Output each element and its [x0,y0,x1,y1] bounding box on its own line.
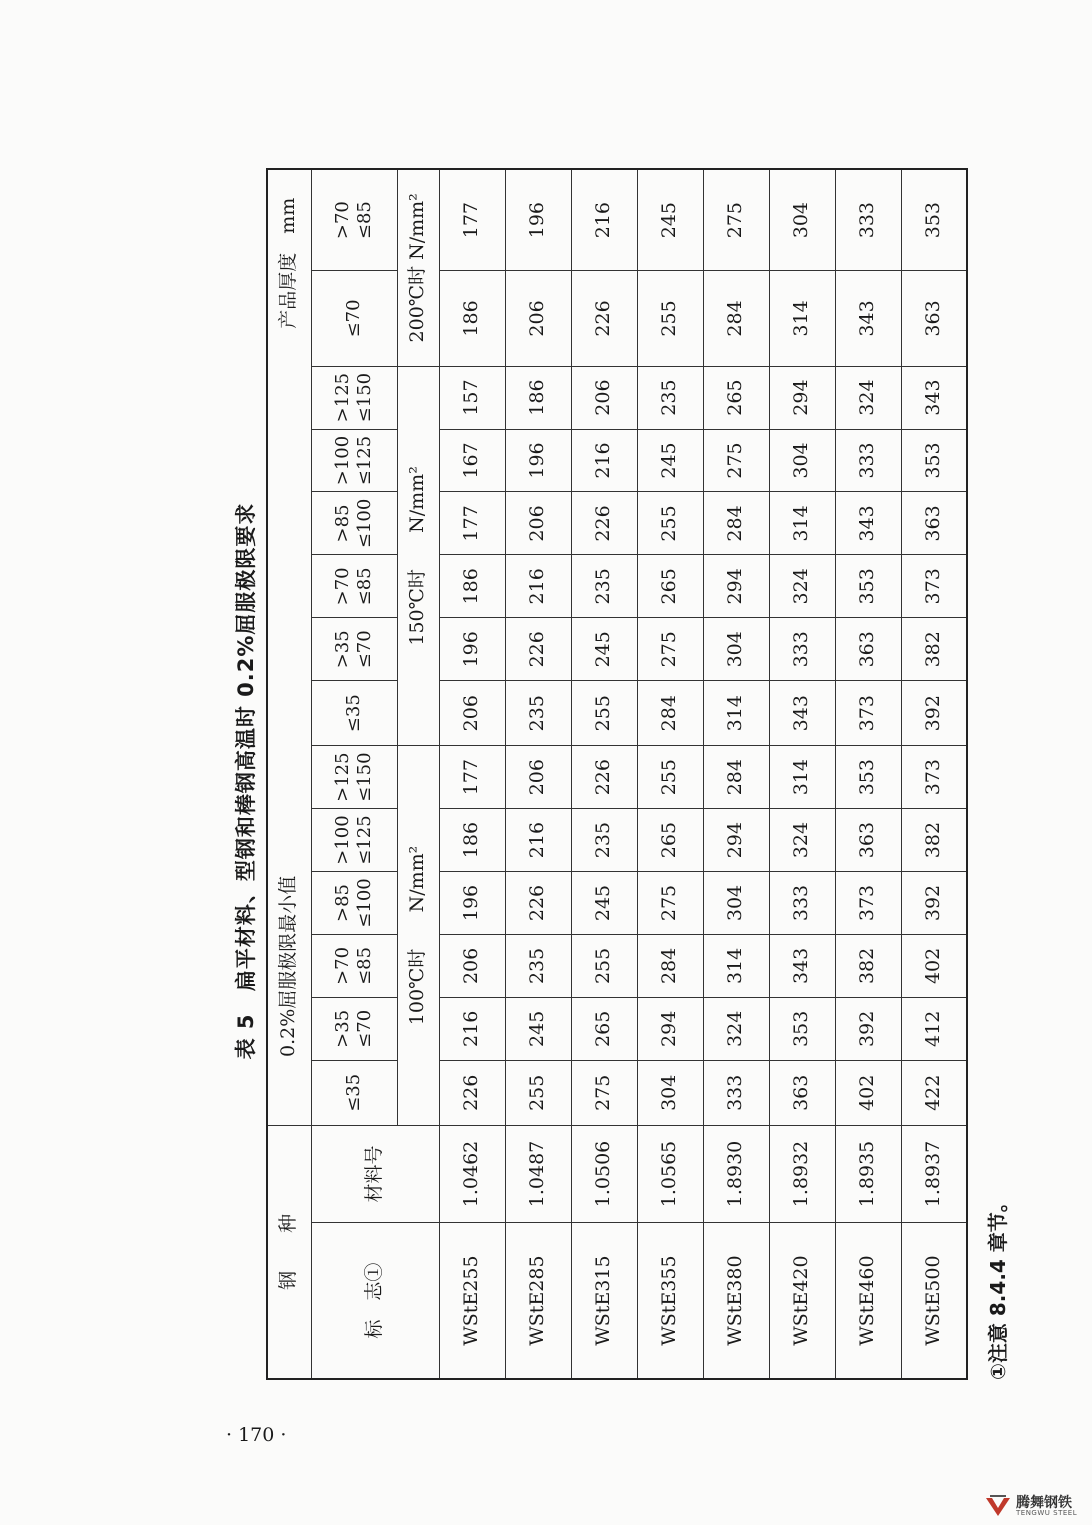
range-150-3: >85 ≤100 [311,492,397,555]
table-row [901,169,967,1379]
value-150-cell: 324 [769,555,835,618]
value-100-cell: 265 [571,997,637,1060]
value-200-cell: 284 [703,271,769,366]
value-100-cell: 294 [703,809,769,872]
range-150-5: >125 ≤150 [311,366,397,429]
designation-cell: WStE460 [835,1223,901,1379]
value-100-cell: 226 [505,872,571,935]
table-row [637,169,703,1379]
value-150-cell: 216 [571,429,637,492]
value-150-cell: 294 [703,555,769,618]
value-100-cell: 235 [505,934,571,997]
value-100-cell: 333 [769,872,835,935]
material-no-cell: 1.0506 [571,1125,637,1222]
value-100-cell: 314 [703,934,769,997]
value-150-cell: 196 [505,429,571,492]
thickness-header: 产品厚度 mm [277,197,300,329]
value-150-cell: 206 [505,492,571,555]
value-150-cell: 226 [505,618,571,681]
value-100-cell: 343 [769,934,835,997]
material-no-cell: 1.0487 [505,1125,571,1222]
value-150-cell: 294 [769,366,835,429]
value-100-cell: 284 [637,934,703,997]
value-150-cell: 275 [703,429,769,492]
value-200-cell: 363 [901,271,967,366]
temp-150-label: 150℃时 [406,569,429,646]
value-100-cell: 255 [637,746,703,809]
designation-cell: WStE255 [439,1223,505,1379]
value-150-cell: 226 [571,492,637,555]
table-number: 表 5 [234,1013,258,1060]
value-150-cell: 333 [769,618,835,681]
value-100-cell: 226 [571,746,637,809]
unit-150: N/mm² [406,466,429,533]
material-no-cell: 1.8930 [703,1125,769,1222]
value-100-cell: 216 [505,809,571,872]
table-title: 扁平材料、型钢和棒钢高温时 0.2%屈服极限要求 [234,502,258,992]
value-100-cell: 412 [901,997,967,1060]
range-100-3: >85 ≤100 [311,872,397,935]
designation-cell: WStE420 [769,1223,835,1379]
value-100-cell: 186 [439,809,505,872]
value-100-cell: 206 [439,934,505,997]
value-150-cell: 304 [769,429,835,492]
value-200-cell: 196 [505,169,571,271]
range-200-1: >70 ≤85 [311,169,397,271]
designation-header: 标 志① [311,1223,439,1379]
temp-100-unit-cell [397,746,439,1126]
value-100-cell: 402 [901,934,967,997]
value-150-cell: 235 [505,681,571,746]
material-no-cell: 1.8935 [835,1125,901,1222]
value-150-cell: 245 [571,618,637,681]
unit-200: N/mm² [406,193,429,260]
value-150-cell: 245 [637,429,703,492]
value-100-cell: 265 [637,809,703,872]
value-100-cell: 392 [901,872,967,935]
value-150-cell: 206 [439,681,505,746]
value-150-cell: 373 [835,681,901,746]
value-150-cell: 324 [835,366,901,429]
value-100-cell: 255 [571,934,637,997]
table-row [571,169,637,1379]
value-150-cell: 157 [439,366,505,429]
material-no-cell: 1.0462 [439,1125,505,1222]
value-100-cell: 304 [637,1060,703,1125]
table-row [505,169,571,1379]
range-150-4: >100 ≤125 [311,429,397,492]
value-100-cell: 255 [505,1060,571,1125]
yield-header-row [267,169,311,1125]
value-150-cell: 265 [637,555,703,618]
designation-cell: WStE285 [505,1223,571,1379]
value-150-cell: 333 [835,429,901,492]
logo-name: 腾舞钢铁 [1016,1495,1072,1511]
value-100-cell: 245 [571,872,637,935]
value-100-cell: 363 [769,1060,835,1125]
value-100-cell: 275 [571,1060,637,1125]
value-150-cell: 284 [703,492,769,555]
value-100-cell: 382 [901,809,967,872]
value-150-cell: 343 [901,366,967,429]
value-100-cell: 275 [637,872,703,935]
value-150-cell: 255 [637,492,703,555]
value-150-cell: 343 [835,492,901,555]
value-200-cell: 353 [901,169,967,271]
material-no-cell: 1.8937 [901,1125,967,1222]
yield-header: 0.2%屈服极限最小值 [277,875,300,1058]
value-150-cell: 353 [835,555,901,618]
value-150-cell: 392 [901,681,967,746]
material-no-cell: 1.8932 [769,1125,835,1222]
material-no-header: 材料号 [311,1125,439,1222]
temp-200-label: 200℃时 [406,265,429,343]
value-100-cell: 206 [505,746,571,809]
value-200-cell: 245 [637,169,703,271]
temp-200-unit-cell [397,169,439,366]
value-100-cell: 402 [835,1060,901,1125]
value-150-cell: 373 [901,555,967,618]
value-150-cell: 235 [637,366,703,429]
designation-cell: WStE380 [703,1223,769,1379]
value-100-cell: 353 [769,997,835,1060]
value-150-cell: 363 [901,492,967,555]
rotated-page-content [230,18,1010,1380]
page-number: · 170 · [226,1424,287,1446]
range-150-0: ≤35 [311,681,397,746]
value-100-cell: 177 [439,746,505,809]
value-200-cell: 216 [571,169,637,271]
yield-strength-table [266,168,968,1380]
value-200-cell: 314 [769,271,835,366]
value-150-cell: 235 [571,555,637,618]
designation-cell: WStE500 [901,1223,967,1379]
designation-cell: WStE355 [637,1223,703,1379]
value-100-cell: 304 [703,872,769,935]
steel-type-header: 钢 种 [267,1125,311,1379]
value-200-cell: 226 [571,271,637,366]
value-150-cell: 304 [703,618,769,681]
range-100-2: >70 ≤85 [311,934,397,997]
value-200-cell: 343 [835,271,901,366]
value-100-cell: 373 [901,746,967,809]
value-150-cell: 186 [439,555,505,618]
material-no-cell: 1.0565 [637,1125,703,1222]
value-150-cell: 353 [901,429,967,492]
value-150-cell: 314 [769,492,835,555]
value-200-cell: 177 [439,169,505,271]
value-200-cell: 186 [439,271,505,366]
value-150-cell: 206 [571,366,637,429]
value-150-cell: 284 [637,681,703,746]
footnote: ①注意 8.4.4 章节。 [986,1192,1010,1380]
table-row [769,169,835,1379]
table-row [703,169,769,1379]
value-150-cell: 167 [439,429,505,492]
value-100-cell: 333 [703,1060,769,1125]
value-150-cell: 343 [769,681,835,746]
value-100-cell: 216 [439,997,505,1060]
temp-150-unit-cell [397,366,439,746]
value-100-cell: 196 [439,872,505,935]
publisher-logo [984,1492,1084,1522]
unit-100: N/mm² [406,845,429,913]
value-100-cell: 422 [901,1060,967,1125]
value-100-cell: 284 [703,746,769,809]
value-200-cell: 304 [769,169,835,271]
logo-mark-icon [984,1494,1012,1518]
value-150-cell: 275 [637,618,703,681]
table-row [439,169,505,1379]
value-150-cell: 216 [505,555,571,618]
value-100-cell: 245 [505,997,571,1060]
value-150-cell: 196 [439,618,505,681]
value-100-cell: 363 [835,809,901,872]
value-150-cell: 314 [703,681,769,746]
range-200-0: ≤70 [311,271,397,366]
value-100-cell: 392 [835,997,901,1060]
value-150-cell: 382 [901,618,967,681]
value-150-cell: 186 [505,366,571,429]
logo-subtitle: TENGWU STEEL [1016,1509,1078,1517]
range-100-5: >125 ≤150 [311,746,397,809]
value-150-cell: 265 [703,366,769,429]
temp-100-label: 100℃时 [406,948,429,1026]
range-150-1: >35 ≤70 [311,618,397,681]
value-100-cell: 324 [703,997,769,1060]
value-100-cell: 373 [835,872,901,935]
designation-cell: WStE315 [571,1223,637,1379]
value-200-cell: 255 [637,271,703,366]
value-150-cell: 255 [571,681,637,746]
value-100-cell: 235 [571,809,637,872]
value-100-cell: 382 [835,934,901,997]
value-150-cell: 177 [439,492,505,555]
value-100-cell: 314 [769,746,835,809]
range-150-2: >70 ≤85 [311,555,397,618]
value-150-cell: 363 [835,618,901,681]
table-row [835,169,901,1379]
value-200-cell: 275 [703,169,769,271]
value-200-cell: 333 [835,169,901,271]
value-100-cell: 353 [835,746,901,809]
value-100-cell: 294 [637,997,703,1060]
table-caption [230,168,266,1380]
value-100-cell: 226 [439,1060,505,1125]
value-100-cell: 324 [769,809,835,872]
range-100-1: >35 ≤70 [311,997,397,1060]
range-100-4: >100 ≤125 [311,809,397,872]
value-200-cell: 206 [505,271,571,366]
range-100-0: ≤35 [311,1060,397,1125]
